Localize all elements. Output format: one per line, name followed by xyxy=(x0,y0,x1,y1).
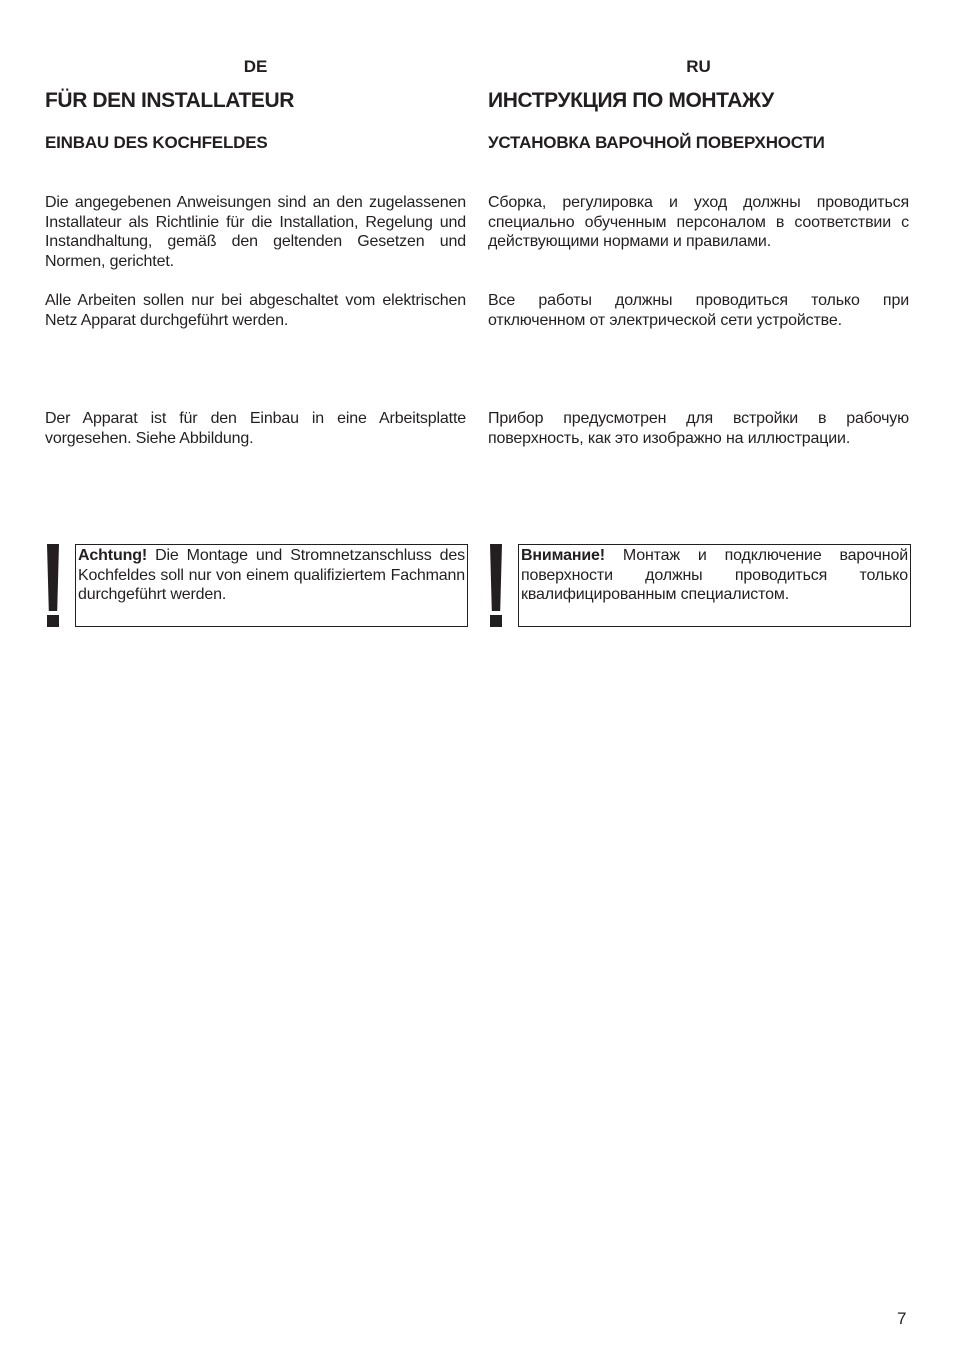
paragraph-de-3: Der Apparat ist für den Einbau in eine Arbeitsplatte vorgesehen. Siehe Abbildung. xyxy=(45,410,466,447)
paragraph-ru-3: Прибор предусмотрен для встройки в рабочую поверхность, как это изображно на иллюстрации. xyxy=(488,410,909,447)
page-number: 7 xyxy=(897,1309,907,1328)
section-title-de: FÜR DEN INSTALLATEUR xyxy=(45,89,295,112)
paragraph-de-2: Alle Arbeiten sollen nur bei abgeschaltet vom elektrischen Netz Apparat durchgeführt werden. xyxy=(45,292,466,329)
section-title-ru: ИНСТРУКЦИЯ ПО МОНТАЖУ xyxy=(488,89,774,112)
exclamation-icon xyxy=(488,544,504,629)
warning-text-ru: Монтаж и подключение варочной поверхности должны проводиться только квалифицированным специалистом. xyxy=(521,547,908,604)
warning-text-de: Die Montage und Stromnetzanschluss des Kochfeldes soll nur von einem qualifiziertem Fachmann durchgeführt werden. xyxy=(78,547,465,604)
section-subtitle-ru: УСТАНОВКА ВАРОЧНОЙ ПОВЕРХНОСТИ xyxy=(488,133,825,152)
paragraph-ru-1: Сборка, регулировка и уход должны проводиться специально обученным персоналом в соответствии с действующими нормами и правилами. xyxy=(488,194,909,251)
paragraph-ru-2: Все работы должны проводиться только при отключенном от электрической сети устройстве. xyxy=(488,292,909,329)
section-subtitle-de: EINBAU DES KOCHFELDES xyxy=(45,133,268,152)
warning-label-de: Achtung! xyxy=(78,547,148,564)
language-code-ru: RU xyxy=(686,57,711,76)
warning-label-ru: Внимание! xyxy=(521,547,605,564)
language-code-de: DE xyxy=(243,57,268,76)
warning-box-ru xyxy=(518,544,911,627)
warning-box-de xyxy=(75,544,468,627)
paragraph-de-1: Die angegebenen Anweisungen sind an den zugelassenen Installateur als Richtlinie für die Installation, Regelung und Instandhaltung, gemäß den geltenden Gesetzen und Normen, gerichtet. xyxy=(45,194,466,270)
exclamation-icon xyxy=(45,544,61,629)
